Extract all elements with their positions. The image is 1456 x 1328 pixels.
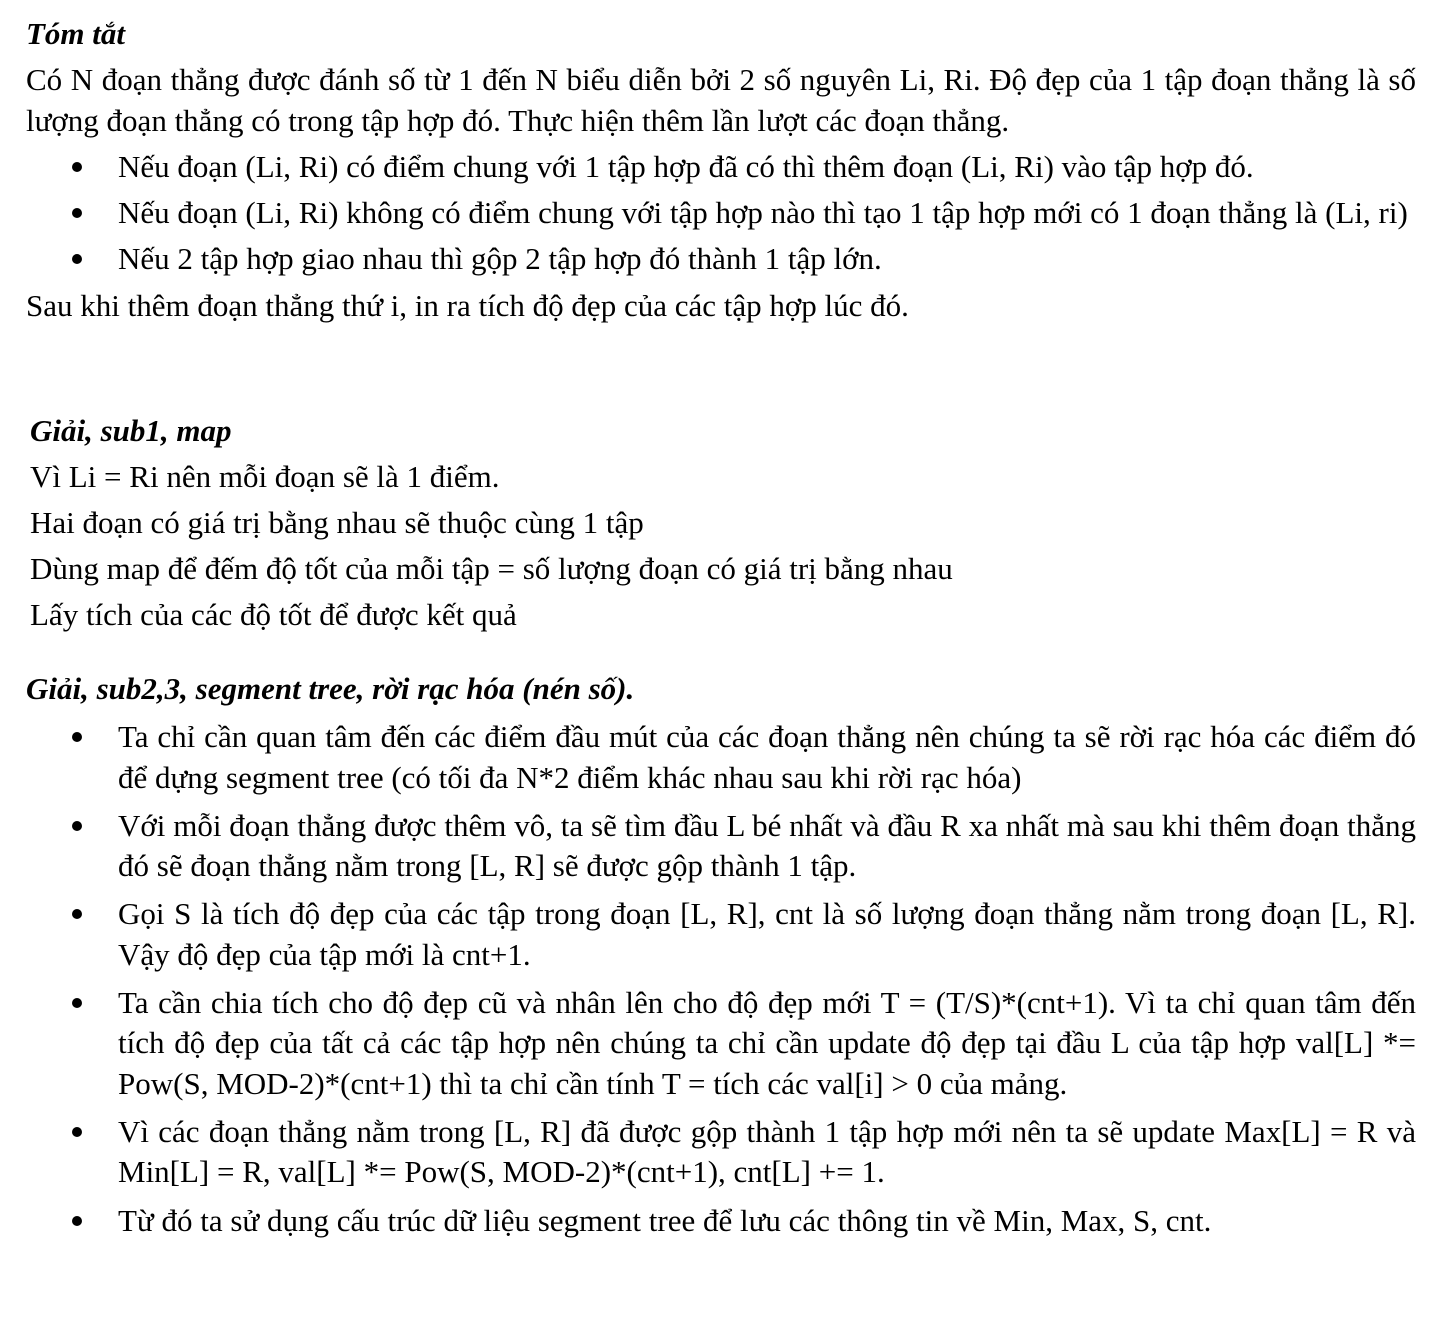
sub23-bullet-list (26, 717, 1416, 1241)
summary-heading: Tóm tắt (26, 16, 126, 51)
sub23-bullet (26, 983, 1416, 1104)
summary-intro: Có N đoạn thẳng được đánh số từ 1 đến N biểu diễn bởi 2 số nguyên Li, Ri. Độ đẹp của 1 tập đoạn thẳng là số lượng đoạn thẳng có trong tập hợp đó. Thực hiện thêm lần lượt các đoạn thẳng. (26, 62, 1416, 138)
sub23-bullet (26, 806, 1416, 887)
sub23-bullet-text: Vì các đoạn thẳng nằm trong [L, R] đã được gộp thành 1 tập hợp mới nên ta sẽ update Max[L] = R và Min[L] = R, val[L] *= Pow(S, MOD-2)*(cnt+1), cnt[L] += 1. (118, 1113, 1416, 1190)
sub23-heading: Giải, sub2,3, segment tree, rời rạc hóa (nén số). (26, 671, 635, 706)
sub23-solution-section (26, 669, 1416, 1241)
summary-bullet-text: Nếu đoạn (Li, Ri) có điểm chung với 1 tập hợp đã có thì thêm đoạn (Li, Ri) vào tập hợp đó. (118, 148, 1254, 184)
summary-bullet-text: Nếu 2 tập hợp giao nhau thì gộp 2 tập hợp đó thành 1 tập lớn. (118, 241, 882, 277)
sub23-bullet-text: Từ đó ta sử dụng cấu trúc dữ liệu segment tree để lưu các thông tin về Min, Max, S, cnt. (118, 1202, 1212, 1238)
summary-bullet-text: Nếu đoạn (Li, Ri) không có điểm chung với tập hợp nào thì tạo 1 tập hợp mới có 1 đoạn thẳng là (Li, ri) (118, 195, 1408, 231)
bullet-dot-icon (72, 1127, 82, 1137)
summary-section (26, 14, 1416, 326)
sub23-bullet (26, 1201, 1416, 1241)
sub23-bullet-text: Ta cần chia tích cho độ đẹp cũ và nhân lên cho độ đẹp mới T = (T/S)*(cnt+1). Vì ta chỉ quan tâm đến tích độ đẹp của tất cả các tập hợp nên chúng ta chỉ cần update độ đẹp tại đầu L của tập hợp val[L] *= Pow(S, MOD-2)*(cnt+1) thì ta chỉ cần tính T = tích các val[i] > 0 của mảng. (118, 985, 1416, 1101)
summary-closing: Sau khi thêm đoạn thẳng thứ i, in ra tích độ đẹp của các tập hợp lúc đó. (26, 287, 909, 323)
sub1-line: Lấy tích của các độ tốt để được kết quả (30, 597, 517, 633)
bullet-dot-icon (72, 909, 82, 919)
summary-bullet (26, 147, 1416, 187)
bullet-dot-icon (72, 208, 82, 218)
sub1-solution-section (30, 411, 1420, 641)
sub1-heading: Giải, sub1, map (30, 413, 232, 448)
sub23-bullet (26, 894, 1416, 975)
summary-bullet (26, 239, 1416, 279)
bullet-dot-icon (72, 162, 82, 172)
sub23-bullet (26, 1112, 1416, 1193)
sub23-bullet-text: Gọi S là tích độ đẹp của các tập trong đoạn [L, R], cnt là số lượng đoạn thẳng nằm trong đoạn [L, R]. Vậy độ đẹp của tập mới là cnt+1. (118, 896, 1416, 972)
sub23-bullet (26, 717, 1416, 798)
bullet-dot-icon (72, 732, 82, 742)
sub1-line: Hai đoạn có giá trị bằng nhau sẽ thuộc cùng 1 tập (30, 505, 644, 541)
bullet-dot-icon (72, 821, 82, 831)
summary-bullet (26, 193, 1416, 233)
bullet-dot-icon (72, 1216, 82, 1226)
sub23-bullet-text: Ta chỉ cần quan tâm đến các điểm đầu mút của các đoạn thẳng nên chúng ta sẽ rời rạc hóa các điểm đó để dựng segment tree (có tối đa N*2 điểm khác nhau sau khi rời rạc hóa) (118, 719, 1416, 795)
sub23-bullet-text: Với mỗi đoạn thẳng được thêm vô, ta sẽ tìm đầu L bé nhất và đầu R xa nhất mà sau khi thêm đoạn thẳng đó sẽ đoạn thẳng nằm trong [L, R] sẽ được gộp thành 1 tập. (118, 807, 1416, 884)
summary-bullet-list (26, 147, 1416, 280)
sub1-line: Dùng map để đếm độ tốt của mỗi tập = số lượng đoạn có giá trị bằng nhau (30, 551, 953, 587)
bullet-dot-icon (72, 254, 82, 264)
bullet-dot-icon (72, 998, 82, 1008)
sub1-line: Vì Li = Ri nên mỗi đoạn sẽ là 1 điểm. (30, 459, 500, 495)
